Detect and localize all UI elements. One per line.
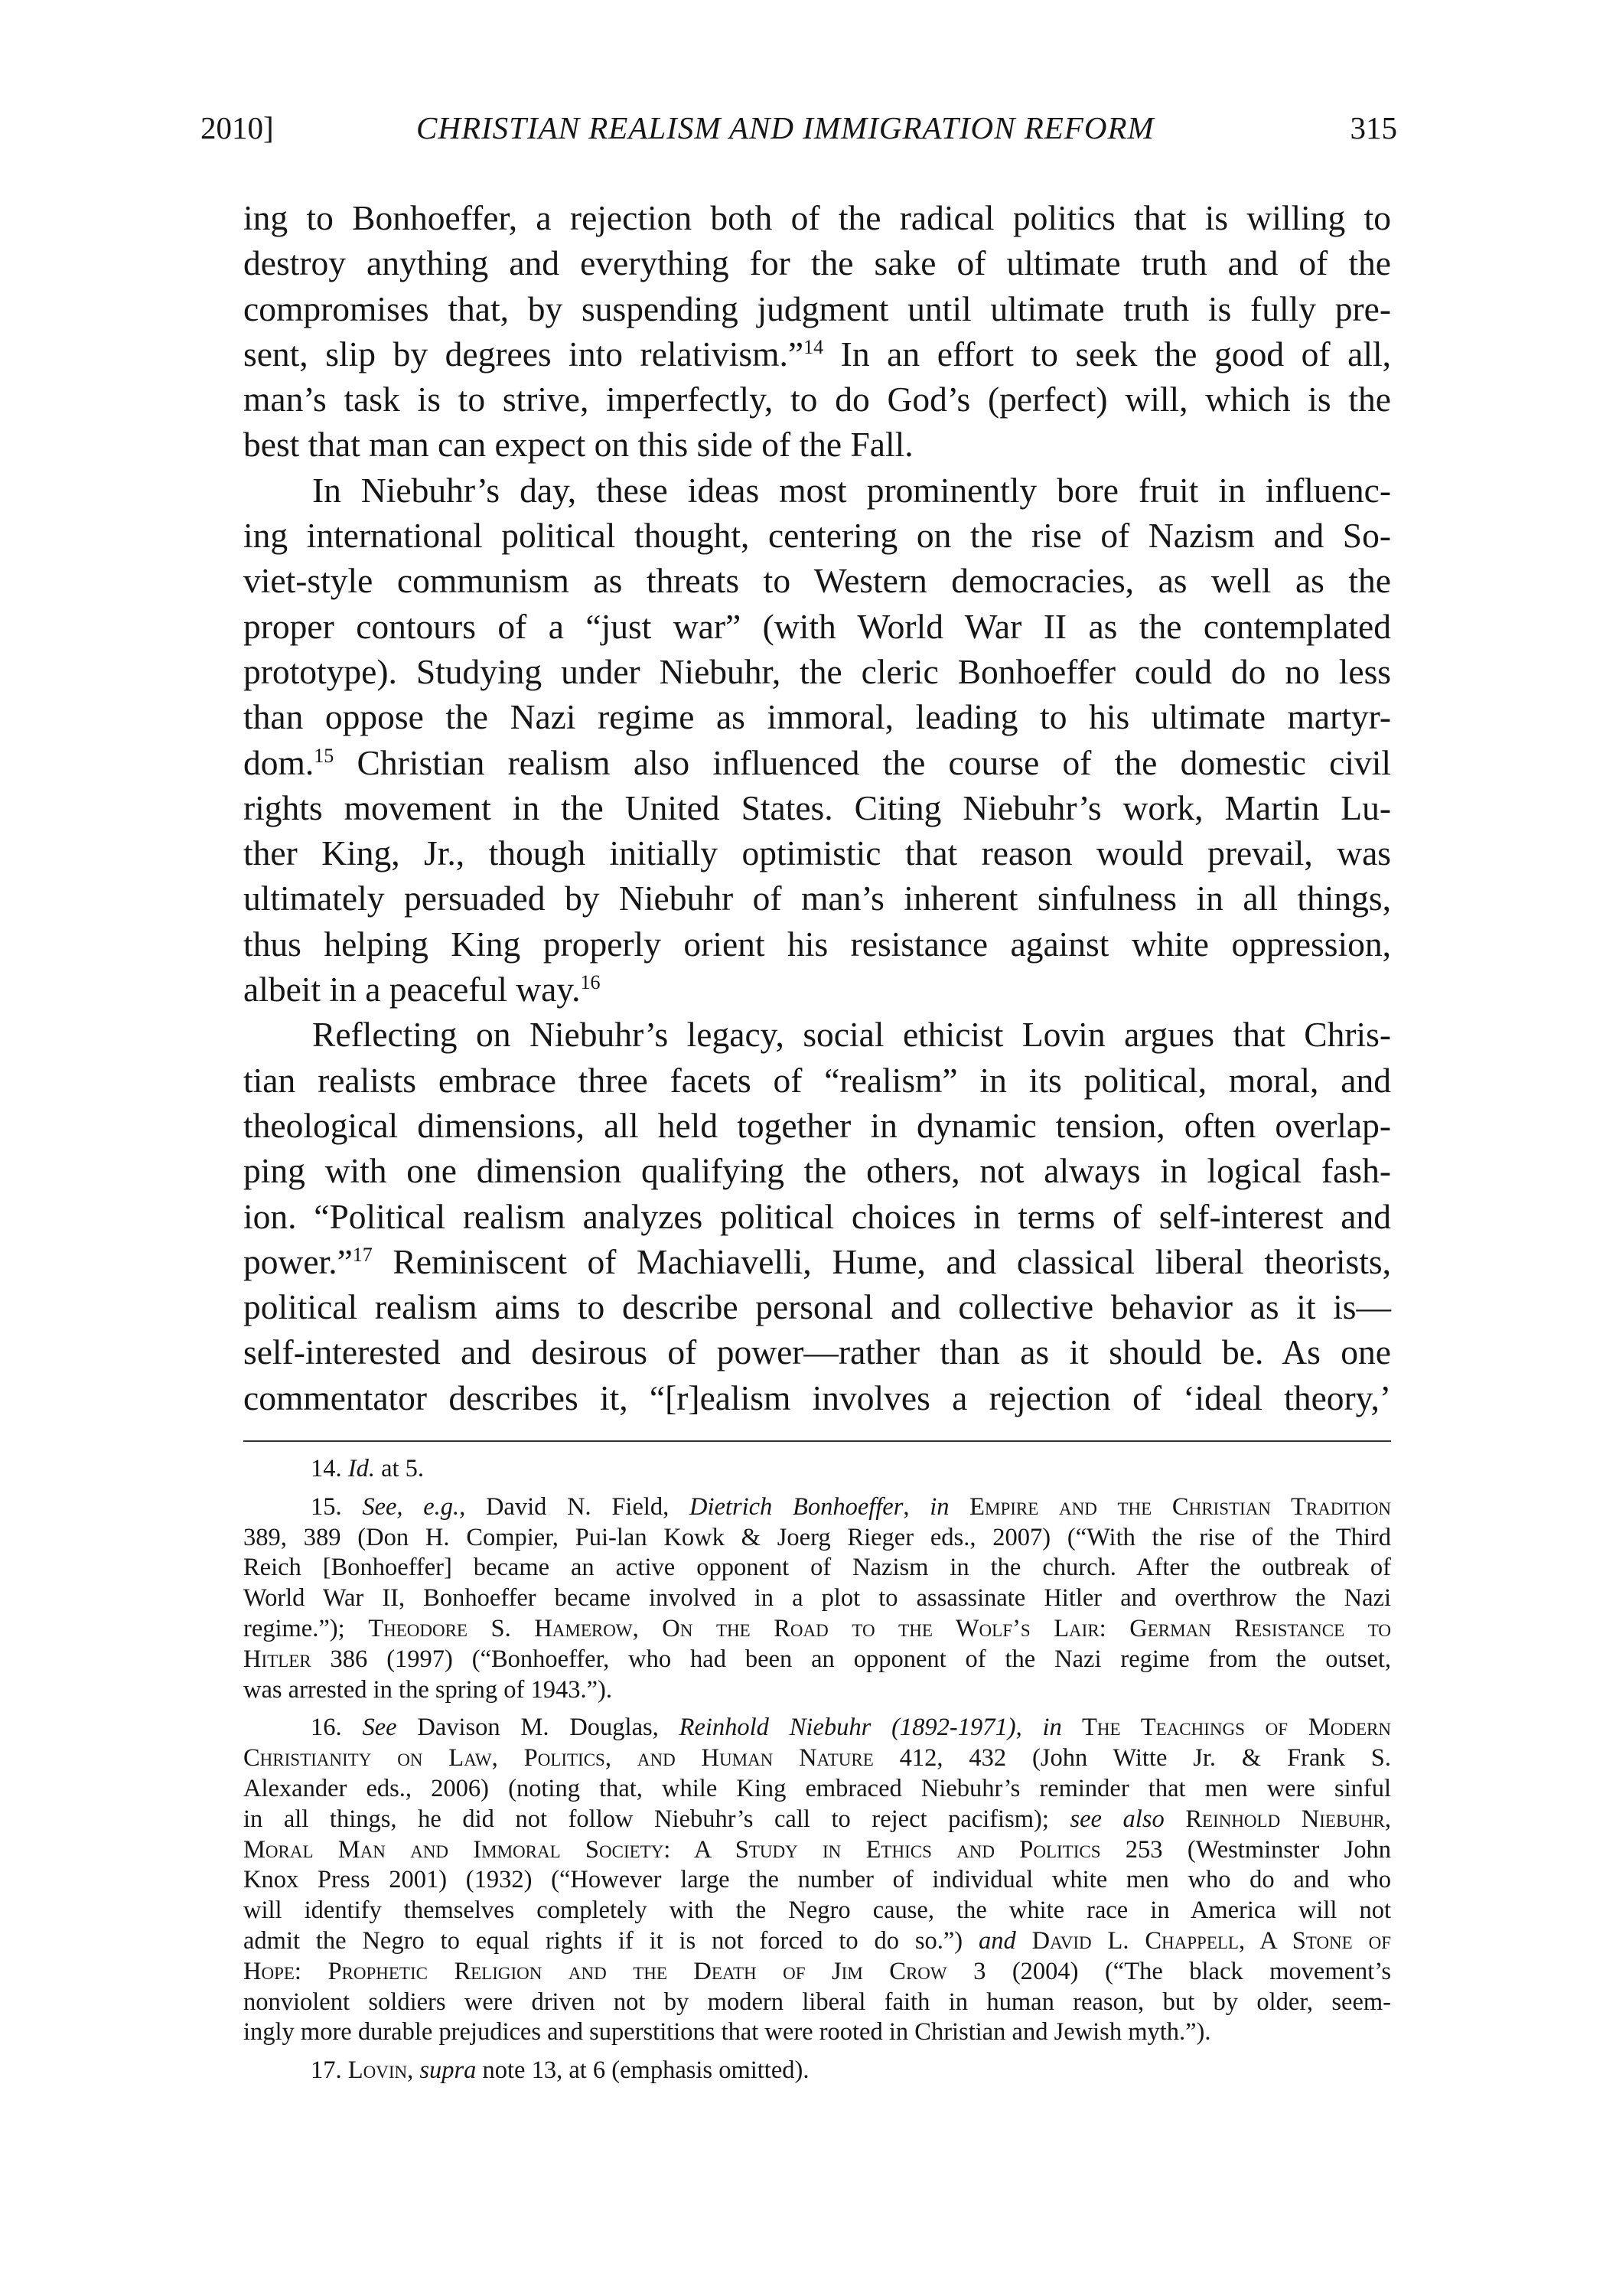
text-line: ther King, Jr., though initially optimistic that reason would prevail, was — [243, 833, 1391, 873]
text-line: dom.$^{15}$ Christian realism also influenced the course of the domestic civil — [243, 742, 1391, 782]
text-line: man’s task is to strive, imperfectly, to do God’s (perfect) will, which is the — [243, 380, 1391, 419]
text-line: destroy anything and everything for the sake of ultimate truth and of the — [243, 243, 1391, 283]
text-line: power.”$^{17}$ Reminiscent of Machiavelli, Hume, and classical liberal theorists, — [243, 1241, 1391, 1281]
footnote-ref: 15 — [314, 744, 334, 767]
text-line: ing to Bonhoeffer, a rejection both of the radical politics that is willing to — [243, 198, 1391, 237]
text-line: political realism aims to describe personal and collective behavior as it is— — [243, 1287, 1391, 1327]
text-line: than oppose the Nazi regime as immoral, leading to his ultimate martyr- — [243, 697, 1391, 737]
footnote-15: 15. See, e.g., David N. Field, Dietrich Bonhoeffer, in Empire and the Christian Tradition 389, 389 (Don H. Compier, Pui-lan Kowk & Joerg Rieger eds., 2007) (“With the rise of the Third Reich [Bonhoeffer] became an active opponent of Nazism in the church. After the outbreak of World War II, Bonhoeffer became involved in a plot to assassinate Hitler and overthrow the Nazi regime.”); Theodore S. Hamerow, On the Road to the Wolf’s Lair: German Resistance to Hitler 386 (1997) (“Bonhoeffer, who had been an opponent of the Nazi regime from the outset, was arrested in the spring of 1943.”). — [243, 1492, 1392, 1704]
text-line: albeit in a peaceful way.$^{16}$ — [243, 970, 601, 1009]
text-line: theological dimensions, all held together in dynamic tension, often overlap- — [243, 1105, 1391, 1145]
text-line: prototype). Studying under Niebuhr, the cleric Bonhoeffer could do no less — [243, 651, 1391, 691]
header-title: CHRISTIAN REALISM AND IMMIGRATION REFORM — [416, 110, 1155, 145]
paragraph-2 — [243, 468, 1391, 1013]
text-line: compromises that, by suspending judgment until ultimate truth is fully pre- — [243, 289, 1391, 328]
text-line: Reflecting on Niebuhr’s legacy, social ethicist Lovin argues that Chris- — [312, 1015, 1391, 1055]
text-line: commentator describes it, “[r]ealism involves a rejection of ‘ideal theory,’ — [243, 1378, 1391, 1417]
paragraph-3 — [243, 1012, 1391, 1420]
text-line: ion. “Political realism analyzes political choices in terms of self-interest and — [243, 1196, 1391, 1236]
text-line: ultimately persuaded by Niebuhr of man’s inherent sinfulness in all things, — [243, 879, 1391, 918]
body-text — [243, 195, 1391, 1420]
footnote-14: 14. Id. at 5. — [311, 1455, 425, 1482]
text-line: ing international political thought, centering on the rise of Nazism and So- — [243, 516, 1391, 556]
footnote-17: 17. Lovin, supra note 13, at 6 (emphasis omitted). — [311, 2056, 810, 2085]
text-line: self-interested and desirous of power—rather than as it should be. As one — [243, 1332, 1391, 1372]
text-line: rights movement in the United States. Citing Niebuhr’s work, Martin Lu- — [243, 788, 1391, 827]
footnote-ref: 16 — [580, 971, 601, 994]
text-line: sent, slip by degrees into relativism.”$^{14}$ In an effort to seek the good of all, — [243, 334, 1391, 373]
text-line: best that man can expect on this side of the Fall. — [243, 425, 914, 465]
paragraph-1 — [243, 195, 1391, 468]
text-line: tian realists embrace three facets of “realism” in its political, moral, and — [243, 1060, 1391, 1100]
text-line: viet-style communism as threats to Western democracies, as well as the — [243, 561, 1391, 601]
footnote-ref: 14 — [803, 335, 824, 358]
header-year: 2010] — [200, 110, 274, 145]
footnotes — [243, 1454, 1391, 2094]
text-line: ping with one dimension qualifying the others, not always in logical fash- — [243, 1151, 1391, 1191]
footnote-ref: 17 — [352, 1243, 373, 1266]
text-line: In Niebuhr’s day, these ideas most prominently bore fruit in influenc- — [312, 470, 1391, 510]
text-line: proper contours of a “just war” (with World War II as the contemplated — [243, 606, 1391, 646]
page-number: 315 — [1350, 110, 1397, 145]
text-line: thus helping King properly orient his resistance against white oppression, — [243, 924, 1391, 964]
footnote-divider — [243, 1440, 1391, 1442]
footnote-16: 16. See Davison M. Douglas, Reinhold Niebuhr (1892-1971), in The Teachings of Modern Christianity on Law, Politics, and Human Nature 412, 432 (John Witte Jr. & Frank S. Alexander eds., 2006) (noting that, while King embraced Niebuhr’s reminder that men were sinful in all things, he did not follow Niebuhr’s call to reject pacifism); see also Reinhold Niebuhr, Moral Man and Immoral Society: A Study in Ethics and Politics 253 (Westminster John Knox Press 2001) (1932) (“However large the number of individual white men who do and who will identify themselves completely with the Negro cause, the white race in America will not admit the Negro to equal rights if it is not forced to do so.”) and David L. Chappell, A Stone of Hope: Prophetic Religion and the Death of Jim Crow 3 (2004) (“The black movement’s nonviolent soldiers were driven not by modern liberal faith in human reason, but by older, seem- ingly more durable prejudices and superstitions that were rooted in Christian and Jewish myth.”). — [243, 1714, 1392, 2047]
running-header — [200, 101, 1402, 155]
